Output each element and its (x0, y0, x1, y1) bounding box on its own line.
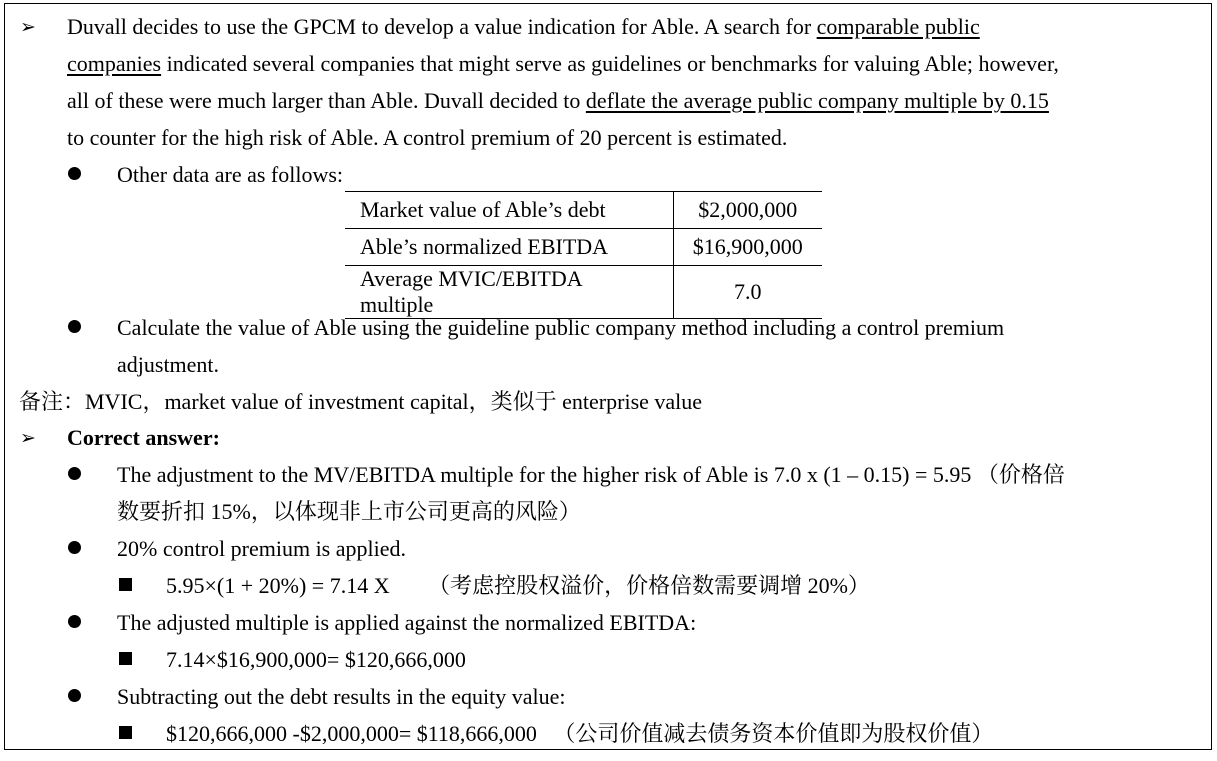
answer-4: Subtracting out the debt results in the equity value: (117, 684, 566, 709)
question-line-2: adjustment. (117, 352, 220, 377)
intro-text: all of these were much larger than Able. Duvall decided to (67, 88, 586, 113)
intro-text: indicated several companies that might serve as guidelines or benchmarks for valuing Able; however, (161, 51, 1059, 76)
intro-line-4: to counter for the high risk of Able. A control premium of 20 percent is estimated. (67, 125, 788, 150)
intro-line-2 (67, 45, 1059, 82)
answer-2-sub: 5.95×(1 + 20%) = 7.14 X （考虑控股权溢价，价格倍数需要调增 20%） (166, 573, 870, 598)
square-bullet-icon (119, 726, 132, 739)
intro-line-3 (67, 82, 1049, 119)
answer-3: The adjusted multiple is applied against the normalized EBITDA: (117, 610, 697, 635)
dot-bullet-icon (68, 541, 81, 554)
dot-bullet-icon (68, 320, 81, 333)
arrow-bullet-icon: ➢ (20, 17, 36, 38)
dot-bullet-icon (68, 689, 81, 702)
data-table (345, 191, 822, 319)
table-cell-label: Market value of Able’s debt (345, 192, 673, 229)
intro-underlined-text: comparable public (816, 14, 980, 39)
other-data-label: Other data are as follows: (117, 162, 344, 187)
dot-bullet-icon (68, 615, 81, 628)
intro-text: Duvall decides to use the GPCM to develop a value indication for Able. A search for (67, 14, 817, 39)
answer-4-sub: $120,666,000 -$2,000,000= $118,666,000 （公司价值减去债务资本价值即为股权价值） (166, 721, 994, 746)
square-bullet-icon (119, 652, 132, 665)
table-cell-value: $16,900,000 (673, 229, 822, 266)
note: 备注：MVIC，market value of investment capital，类似于 enterprise value (19, 389, 703, 414)
dot-bullet-icon (68, 467, 81, 480)
table-cell-label: Able’s normalized EBITDA (345, 229, 673, 266)
table-row (345, 229, 822, 266)
answer-1-line-2: 数要折扣 15%，以体现非上市公司更高的风险） (117, 499, 581, 524)
table-row (345, 192, 822, 229)
dot-bullet-icon (68, 167, 81, 180)
intro-underlined-text: deflate the average public company multiple by 0.15 (585, 88, 1049, 113)
answer-2: 20% control premium is applied. (117, 536, 406, 561)
question-line-1: Calculate the value of Able using the guideline public company method including a control premium (117, 315, 1005, 340)
table-cell-value: 7.0 (673, 266, 822, 319)
answer-1-line-1: The adjustment to the MV/EBITDA multiple for the higher risk of Able is 7.0 x (1 – 0.15) = 5.95 （价格倍 (117, 462, 1065, 487)
intro-underlined-text: companies (67, 51, 162, 76)
answer-3-sub: 7.14×$16,900,000= $120,666,000 (166, 647, 466, 672)
intro-line-1 (67, 8, 980, 45)
table-cell-label: Average MVIC/EBITDA multiple (345, 266, 673, 319)
arrow-bullet-icon: ➢ (20, 428, 36, 449)
table-cell-value: $2,000,000 (673, 192, 822, 229)
square-bullet-icon (119, 578, 132, 591)
answer-heading: Correct answer: (67, 425, 220, 450)
